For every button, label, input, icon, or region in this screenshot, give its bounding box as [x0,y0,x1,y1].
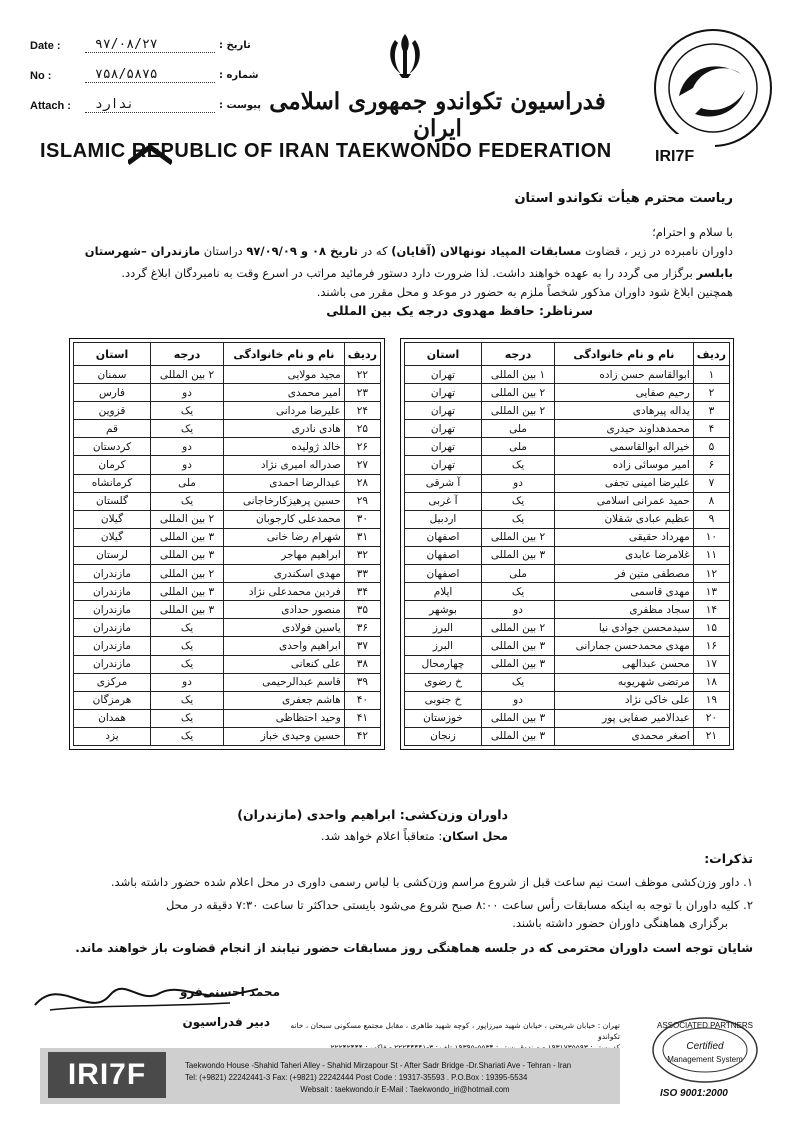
greeting: با سلام و احترام؛ [652,225,733,239]
cell-name: مهدی محمدحسن جمارانی [555,637,694,655]
table-row [74,510,381,528]
cell-grade: ۲ بین المللی [151,366,224,384]
cell-row-number: ۱۱ [693,546,729,564]
cell-province: گیلان [74,510,151,528]
cell-name: امیر موسائی زاده [555,456,694,474]
table-row [405,691,730,709]
table-row [405,402,730,420]
date-value: ۹۷/۰۸/۲۷ [85,38,215,53]
cell-province: بوشهر [405,601,482,619]
cell-grade: ۲ بین المللی [482,384,555,402]
table-row [74,691,381,709]
cell-row-number: ۳ [693,402,729,420]
lodging-label: محل اسکان [442,829,508,843]
note-2-continuation: برگزاری هماهنگی داوران حضور داشته باشند. [512,916,728,930]
cell-grade: دو [482,691,555,709]
cell-name: علیرضا امینی تجفی [555,474,694,492]
col-header-name: نام و نام خانوادگی [555,343,694,366]
cell-name: ابراهیم واحدی [224,637,345,655]
cell-row-number: ۱۶ [693,637,729,655]
cell-name: یداله پیرهادی [555,402,694,420]
table-row [405,546,730,564]
cell-grade: یک [482,583,555,601]
cell-province: تهران [405,456,482,474]
table-row [74,709,381,727]
note-2-number: ۲. [743,898,753,912]
cell-grade: یک [151,655,224,673]
cell-province: یزد [74,727,151,745]
cell-name: یاسین فولادی [224,619,345,637]
paragraph-1 [53,243,733,260]
referees-table-right [400,338,734,750]
cell-province: تهران [405,420,482,438]
cell-grade: ملی [482,420,555,438]
cell-grade: یک [151,637,224,655]
cell-name: حسین پرهیزکارخاجانی [224,492,345,510]
cell-province: فارس [74,384,151,402]
cell-grade: یک [151,492,224,510]
cell-province: البرز [405,619,482,637]
table-row [74,673,381,691]
cell-province: اصفهان [405,565,482,583]
cell-name: مهدی قاسمی [555,583,694,601]
cell-row-number: ۴۰ [344,691,380,709]
lodging-value: : متعاقباً اعلام خواهد شد. [320,829,443,843]
cell-name: سجاد مظفری [555,601,694,619]
cell-row-number: ۵ [693,438,729,456]
seal-top-text: ASSOCIATED PARTNERS [656,1021,754,1030]
table-row [405,619,730,637]
cell-grade: ۳ بین المللی [482,637,555,655]
cell-grade: یک [151,619,224,637]
cell-province: مازندران [74,619,151,637]
recipient: ریاست محترم هیأت تکواندو استان [514,191,733,206]
table-row [74,366,381,384]
cell-grade: ملی [151,474,224,492]
cell-grade: دو [151,456,224,474]
p1-text-c: دراستان [200,244,247,258]
cell-province: مازندران [74,601,151,619]
cell-row-number: ۱۳ [693,583,729,601]
cell-row-number: ۹ [693,510,729,528]
cell-grade: یک [151,709,224,727]
table-row [405,655,730,673]
cell-province: مازندران [74,565,151,583]
cell-row-number: ۷ [693,474,729,492]
cell-province: سمنان [74,366,151,384]
cell-grade: ۲ بین المللی [151,510,224,528]
cell-grade: دو [482,474,555,492]
cell-grade: ملی [482,565,555,583]
cell-province: گلستان [74,492,151,510]
cell-row-number: ۲۶ [344,438,380,456]
col-header-grade: درجه [151,343,224,366]
cell-name: مهرداد حقیقی [555,528,694,546]
cell-province: تهران [405,402,482,420]
table-row [74,637,381,655]
cell-row-number: ۶ [693,456,729,474]
table-row [74,655,381,673]
cell-grade: یک [482,456,555,474]
col-header-province: استان [405,343,482,366]
table-row [74,492,381,510]
iso-label: ISO 9001:2000 [660,1088,728,1099]
cell-grade: یک [151,402,224,420]
cell-province: قزوین [74,402,151,420]
cell-province: هرمزگان [74,691,151,709]
table-row [74,474,381,492]
cell-row-number: ۱۵ [693,619,729,637]
cell-row-number: ۴۱ [344,709,380,727]
date-row [30,38,269,53]
table-row [74,384,381,402]
cell-name: اصغر محمدی [555,727,694,745]
cell-row-number: ۳۷ [344,637,380,655]
note-2 [53,897,753,914]
cell-name: رحیم صفایی [555,384,694,402]
cell-row-number: ۸ [693,492,729,510]
cell-row-number: ۳۱ [344,528,380,546]
cell-name: عبدالرضا احمدی [224,474,345,492]
cell-row-number: ۱۴ [693,601,729,619]
table-row [405,601,730,619]
cell-name: محمدهداوند حیدری [555,420,694,438]
cell-province: مازندران [74,637,151,655]
cell-province: کردستان [74,438,151,456]
paragraph-3: همچنین ابلاغ شود داوران مذکور شخصاً ملزم به حضور در موعد و محل مقرر می باشند. [316,285,733,299]
table-row [405,565,730,583]
cell-grade: ۲ بین المللی [482,528,555,546]
cell-row-number: ۳۹ [344,673,380,691]
table-row [74,727,381,745]
footer-address-en-line2: Tel: (+9821) 22242441-3 Fax: (+9821) 22242444 Post Code : 19317-35593 . P.O.Box : 19395-5534 [185,1073,528,1082]
iran-emblem-icon [383,30,427,80]
cell-grade: ۳ بین المللی [151,601,224,619]
cell-grade: ۳ بین المللی [151,583,224,601]
cell-name: غلامرضا عابدی [555,546,694,564]
p1-text-a: داوران نامبرده در زیر ، قضاوت [581,244,733,258]
table-row [405,366,730,384]
signatory-title: دبیر فدراسیون [182,1015,270,1029]
referees-table-left [69,338,385,750]
attach-row [30,98,269,113]
cell-row-number: ۳۸ [344,655,380,673]
cell-province: البرز [405,637,482,655]
cell-province: مازندران [74,583,151,601]
cell-province: قم [74,420,151,438]
number-row [30,68,269,83]
cell-name: عظیم عبادی شقلان [555,510,694,528]
table-row [74,565,381,583]
table-row [405,583,730,601]
note-1 [53,874,753,891]
cell-name: شهرام رضا خانی [224,528,345,546]
cell-row-number: ۲۲ [344,366,380,384]
cell-name: فردین محمدعلی نژاد [224,583,345,601]
cell-name: ابراهیم مهاجر [224,546,345,564]
notes-title: تذکرات: [704,851,753,866]
cell-grade: یک [151,420,224,438]
federation-logo [645,18,775,168]
p1-date: تاریخ ۰۸ و ۹۷/۰۹/۰۹ [246,244,358,258]
cell-grade: ۳ بین المللی [482,546,555,564]
cell-province: کرمانشاه [74,474,151,492]
table-row [405,492,730,510]
cell-name: منصور حدادی [224,601,345,619]
table-row [405,456,730,474]
cell-name: خیراله ابوالقاسمی [555,438,694,456]
note-1-text: داور وزن‌کشی موظف است نیم ساعت قبل از شروع مراسم وزن‌کشی با لباس رسمی داوری در محل اعلام شده حضور داشته باشد. [110,875,740,889]
cell-province: آ شرقی [405,474,482,492]
cell-grade: یک [482,673,555,691]
cell-province: اصفهان [405,528,482,546]
cell-grade: ۳ بین المللی [482,655,555,673]
cell-name: حمید عمرانی اسلامی [555,492,694,510]
cell-grade: یک [482,492,555,510]
table-row [74,420,381,438]
footer-address-fa-line1: تهران : خیابان شریعتی ، خیابان شهید میرزاپور ، کوچه شهید طاهری ، مقابل مجتمع مسکونی سبحان ، خانه تکواندو [290,1021,620,1041]
cell-grade: ۳ بین المللی [482,727,555,745]
paragraph-2 [13,265,733,282]
cell-name: عبدالامیر صفایی پور [555,709,694,727]
table-row [74,438,381,456]
cell-name: مرتضی شهریوبه [555,673,694,691]
date-label: Date : [30,39,61,52]
cell-row-number: ۲۴ [344,402,380,420]
cell-name: محسن عبدالهی [555,655,694,673]
cell-grade: یک [151,691,224,709]
attach-label: Attach : [30,99,71,112]
cell-grade: ۳ بین المللی [482,709,555,727]
cell-province: خ جنوبی [405,691,482,709]
table-row [405,438,730,456]
cell-grade: ۲ بین المللی [482,619,555,637]
number-value: ۷۵۸/۵۸۷۵ [85,68,215,83]
federation-title-fa: فدراسیون تکواندو جمهوری اسلامی ایران [269,88,606,142]
cell-name: حسین وحیدی خباز [224,727,345,745]
table-row [405,384,730,402]
cell-row-number: ۲۷ [344,456,380,474]
cell-province: همدان [74,709,151,727]
cell-province: خوزستان [405,709,482,727]
table-row [405,474,730,492]
col-header-name: نام و نام خانوادگی [224,343,345,366]
col-header-province: استان [74,343,151,366]
footer-address-en-line1: Taekwondo House -Shahid Taheri Alley - Shahid Mirzapour St - After Sadr Bridge -Dr.Shariati Ave - Tehran - Iran [185,1061,572,1070]
p1-text-b: که در [357,244,392,258]
weighin-referee: داوران وزن‌کشی: ابراهیم واحدی (مازندران) [237,807,508,822]
cell-name: علی خاکی نژاد [555,691,694,709]
cell-row-number: ۱۷ [693,655,729,673]
number-label: No : [30,69,52,82]
supervisor: سرناظر: حافظ مهدوی درجه یک بین المللی [326,303,593,318]
footer-logo: IRI7F [48,1052,166,1098]
cell-name: علیرضا مردانی [224,402,345,420]
table-row [405,727,730,745]
col-header-row-number: ردیف [693,343,729,366]
cell-grade: ملی [482,438,555,456]
cell-province: مازندران [74,655,151,673]
cell-name: علی کنعانی [224,655,345,673]
cell-province: چهارمحال [405,655,482,673]
cell-name: صدراله امیری نژاد [224,456,345,474]
cell-grade: یک [482,510,555,528]
cell-row-number: ۳۶ [344,619,380,637]
cell-province: کرمان [74,456,151,474]
note-1-number: ۱. [743,875,753,889]
p1-event: مسابقات المپیاد نونهالان (آقایان) [391,244,582,258]
cell-grade: یک [151,727,224,745]
table-row [74,456,381,474]
cell-row-number: ۳۰ [344,510,380,528]
cell-name: ابوالقاسم حسن زاده [555,366,694,384]
cell-row-number: ۳۳ [344,565,380,583]
p2-text: برگزار می گردد را به عهده خواهند داشت. لذا ضرورت دارد دستور فرمائید مراتب در اسرع وقت به نامبردگان ابلاغ گردد. [121,266,697,280]
cell-province: اصفهان [405,546,482,564]
cell-province: خ رضوی [405,673,482,691]
cell-province: مرکزی [74,673,151,691]
attach-value: ندارد [85,98,215,113]
cell-grade: ۳ بین المللی [151,528,224,546]
cell-name: مهدی اسکندری [224,565,345,583]
table-row [405,510,730,528]
cell-grade: ۱ بین المللی [482,366,555,384]
cell-row-number: ۲۱ [693,727,729,745]
cell-row-number: ۳۵ [344,601,380,619]
certification-seal [650,1015,760,1085]
cell-grade: دو [151,384,224,402]
cell-grade: ۲ بین المللی [482,402,555,420]
signatory-name: محمد احسنی‌فرو [179,985,280,999]
cell-name: سیدمحسن جوادی نیا [555,619,694,637]
table-row [405,709,730,727]
table-row [74,601,381,619]
cell-province: گیلان [74,528,151,546]
cell-grade: دو [482,601,555,619]
seal-sub-text: Management System [667,1055,743,1064]
table-row [74,402,381,420]
cell-row-number: ۱۲ [693,565,729,583]
cell-row-number: ۱۰ [693,528,729,546]
cell-row-number: ۴ [693,420,729,438]
cell-grade: دو [151,438,224,456]
date-label-fa: تاریخ : [219,40,251,51]
federation-logo-abbr: IRI7F [655,148,695,165]
warning: شایان توجه است داوران محترمی که در جلسه هماهنگی روز مسابقات حضور نیابند از انجام قضاوت باز خواهند ماند. [75,941,753,955]
seal-certified: Certified [686,1041,724,1052]
cell-name: مجید مولایی [224,366,345,384]
cell-province: زنجان [405,727,482,745]
cell-row-number: ۱۸ [693,673,729,691]
cell-grade: ۲ بین المللی [151,565,224,583]
cell-province: تهران [405,438,482,456]
table-row [74,619,381,637]
cell-province: تهران [405,366,482,384]
table-row [74,583,381,601]
cell-row-number: ۱۹ [693,691,729,709]
cell-province: ایلام [405,583,482,601]
p2-city: بابلسر [696,266,733,280]
col-header-grade: درجه [482,343,555,366]
table-row [405,637,730,655]
cell-province: تهران [405,384,482,402]
attach-label-fa: پیوست : [219,100,262,111]
table-row [405,673,730,691]
cell-row-number: ۳۲ [344,546,380,564]
col-header-row-number: ردیف [344,343,380,366]
table-row [405,528,730,546]
cell-province: اردبیل [405,510,482,528]
cell-name: وحید احتظاظی [224,709,345,727]
lodging [321,828,508,845]
cell-row-number: ۱ [693,366,729,384]
cell-row-number: ۲۸ [344,474,380,492]
table-row [405,420,730,438]
cell-name: هاشم جعفری [224,691,345,709]
table-row [74,528,381,546]
cell-province: آ غربی [405,492,482,510]
footer-address-en [185,1060,625,1096]
cell-row-number: ۲۹ [344,492,380,510]
cell-name: قاسم عبدالرحیمی [224,673,345,691]
note-2-text-a: کلیه داوران با توجه به اینکه مسابقات رأس ساعت ۸:۰۰ صبح شروع می‌شود بایستی حداکثر تا ساعت ۷:۳۰ دقیقه در محل [165,898,740,912]
cell-row-number: ۳۴ [344,583,380,601]
cell-row-number: ۲۵ [344,420,380,438]
cell-name: هادی نادری [224,420,345,438]
p1-place: مازندران –شهرستان [84,244,201,258]
cell-row-number: ۲۳ [344,384,380,402]
cell-name: خالد ژولیده [224,438,345,456]
federation-title-en: ISLAMIC REPUBLIC OF IRAN TAEKWONDO FEDERATION [40,140,612,162]
cell-name: محمدعلی کارجوبان [224,510,345,528]
footer-address-en-line3: Websait : taekwondo.ir E-Mail : Taekwondo_iri@hotmail.com [300,1085,510,1094]
cell-row-number: ۴۲ [344,727,380,745]
cell-name: امیر محمدی [224,384,345,402]
cell-row-number: ۲۰ [693,709,729,727]
cell-grade: ۳ بین المللی [151,546,224,564]
number-label-fa: شماره : [219,70,259,81]
table-row [74,546,381,564]
cell-grade: دو [151,673,224,691]
cell-name: مصطفی متین فر [555,565,694,583]
cell-province: لرستان [74,546,151,564]
cell-row-number: ۲ [693,384,729,402]
